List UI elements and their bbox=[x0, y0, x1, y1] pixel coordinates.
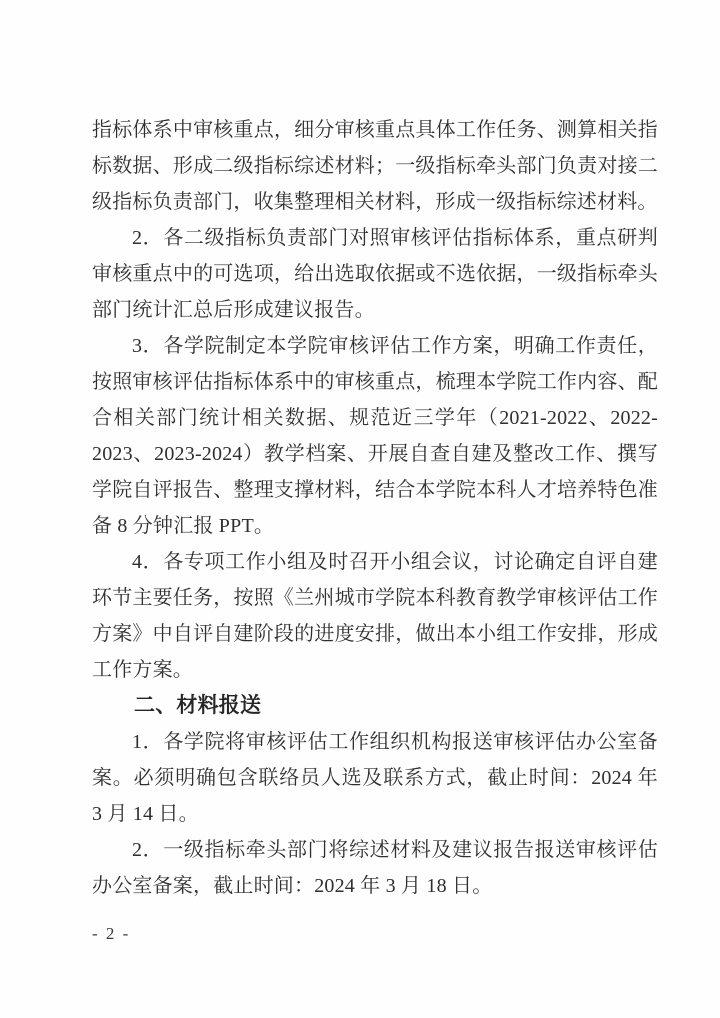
document-body bbox=[92, 112, 658, 904]
section-heading-materials-submission: 二、材料报送 bbox=[134, 694, 262, 717]
paragraph-item-2-section2: 2．一级指标牵头部门将综述材料及建议报告报送审核评估办公室备案，截止时间：2024 年 3 月 18 日。 bbox=[92, 839, 658, 897]
paragraph-item-2: 2．各二级指标负责部门对照审核评估指标体系，重点研判审核重点中的可选项，给出选取依据或不选依据，一级指标牵头部门统计汇总后形成建议报告。 bbox=[92, 227, 658, 321]
paragraph-item-1-section2: 1．各学院将审核评估工作组织机构报送审核评估办公室备案。必须明确包含联络员人选及联系方式，截止时间：2024 年 3 月 14 日。 bbox=[92, 731, 658, 825]
paragraph-continued: 指标体系中审核重点，细分审核重点具体工作任务、测算相关指标数据、形成二级指标综述材料；一级指标牵头部门负责对接二级指标负责部门，收集整理相关材料，形成一级指标综述材料。 bbox=[92, 119, 658, 213]
paragraph-item-3: 3．各学院制定本学院审核评估工作方案，明确工作责任，按照审核评估指标体系中的审核重点，梳理本学院工作内容、配合相关部门统计相关数据、规范近三学年（2021-2022、2022-2023、2023-2024）教学档案、开展自查自建及整改工作、撰写学院自评报告、整理支撑材料，结合本学院本科人才培养特色准备 8 分钟汇报 PPT。 bbox=[92, 335, 658, 537]
paragraph-item-4: 4．各专项工作小组及时召开小组会议，讨论确定自评自建环节主要任务，按照《兰州城市学院本科教育教学审核评估工作方案》中自评自建阶段的进度安排，做出本小组工作安排，形成工作方案。 bbox=[92, 551, 658, 681]
page-number: - 2 - bbox=[92, 924, 131, 943]
